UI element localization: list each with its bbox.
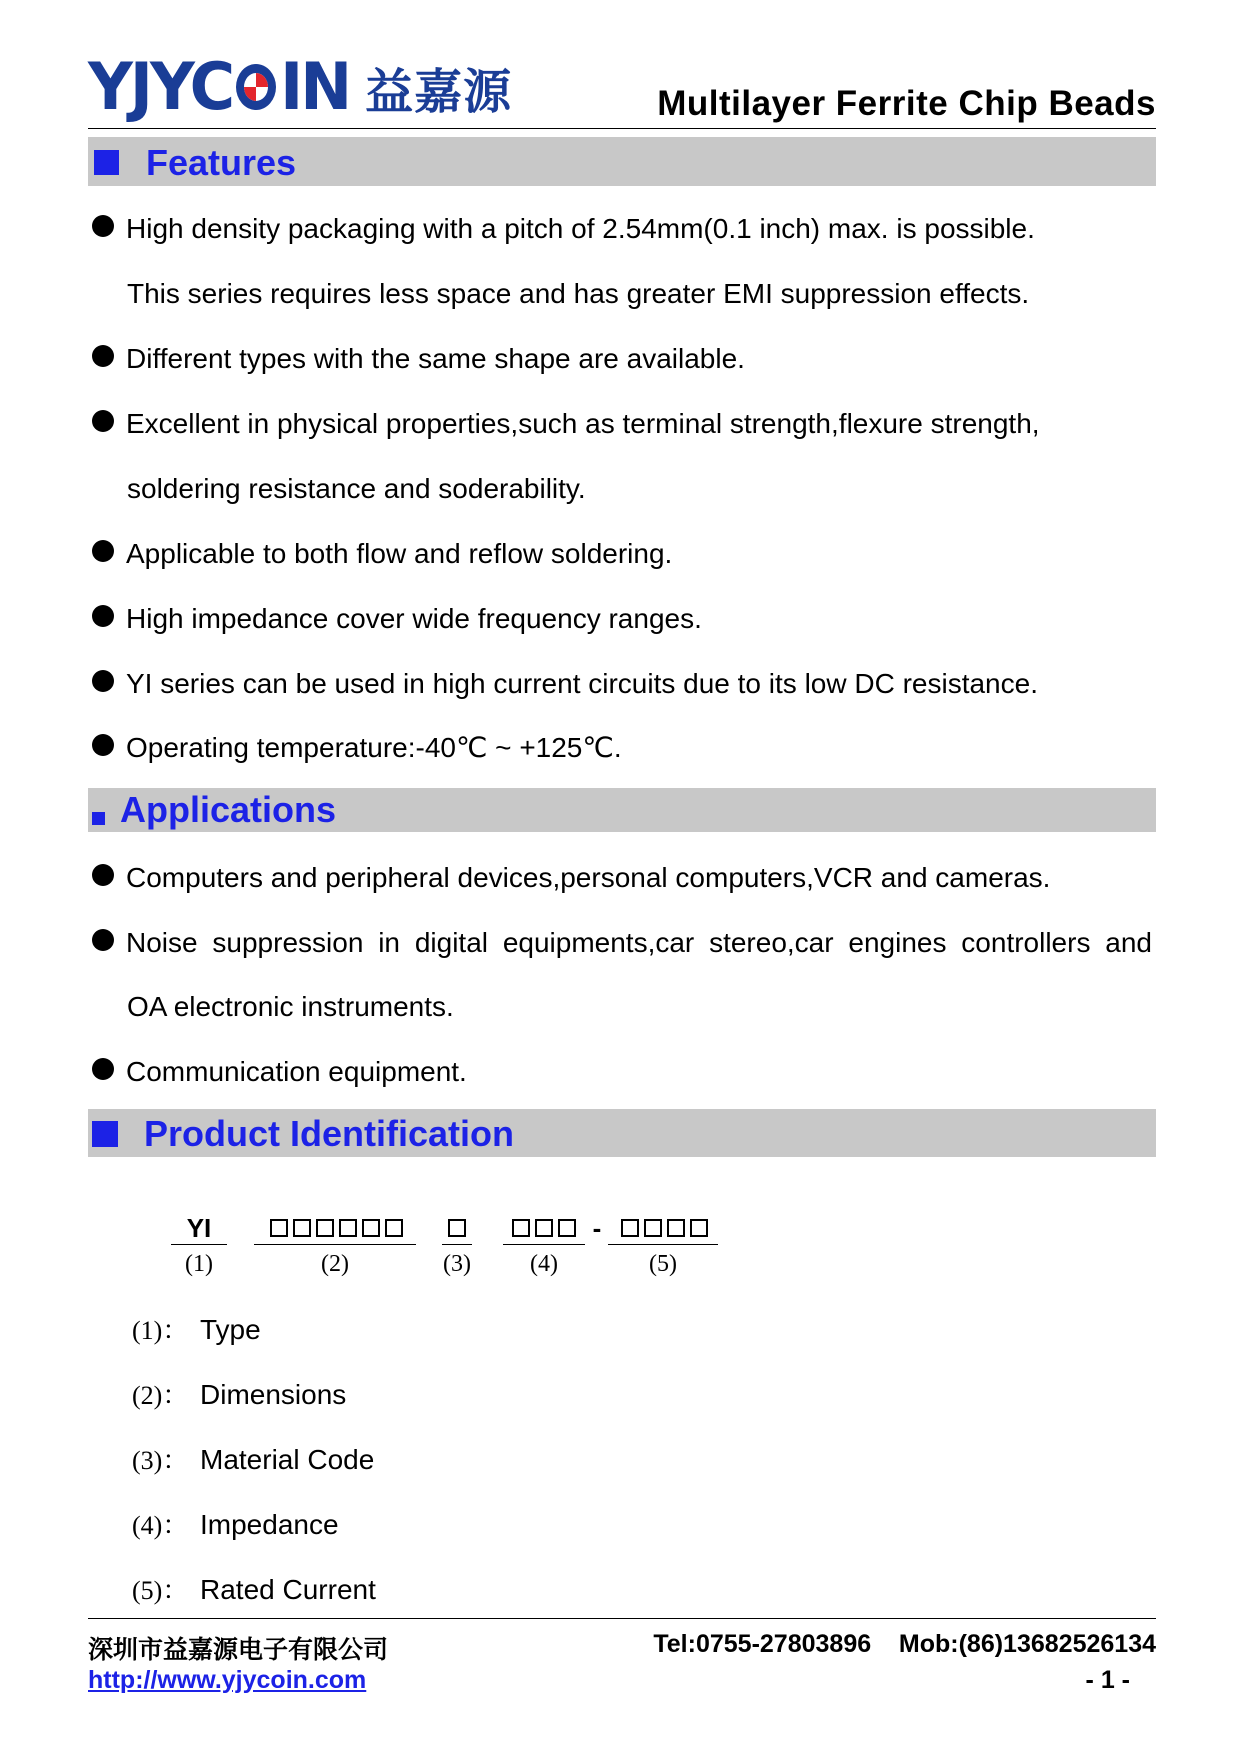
bullet-icon: [92, 670, 114, 692]
part-underline: [608, 1244, 718, 1245]
part-label: (3): [443, 1251, 471, 1277]
document-title: Multilayer Ferrite Chip Beads: [657, 84, 1156, 123]
bullet-icon: [92, 1058, 114, 1080]
part-label: (5): [649, 1251, 677, 1277]
feature-item: High density packaging with a pitch of 2.54mm(0.1 inch) max. is possible.: [92, 215, 1035, 243]
footer-divider: [88, 1618, 1156, 1619]
applications-section-bar: [88, 788, 1156, 832]
application-item-continuation: OA electronic instruments.: [127, 991, 454, 1022]
bullet-icon: [92, 605, 114, 627]
square-bullet-icon: [92, 812, 105, 825]
square-bullet-icon: [92, 1121, 118, 1147]
logo-text-right: IN: [280, 48, 350, 125]
features-section-bar: [88, 137, 1156, 186]
bullet-icon: [92, 410, 114, 432]
bullet-icon: [92, 540, 114, 562]
logo-text-left: YJYC: [88, 48, 233, 125]
identification-item: (3)： Material Code: [132, 1444, 375, 1475]
application-item: Communication equipment.: [92, 1058, 467, 1086]
header-divider: [88, 128, 1156, 129]
coin-icon: [234, 62, 278, 112]
feature-item: Operating temperature:-40℃ ~ +125℃.: [92, 734, 622, 762]
part-field-material: [442, 1213, 472, 1244]
bullet-icon: [92, 215, 114, 237]
part-label: (4): [530, 1251, 558, 1277]
footer-contact: Tel:0755-27803896 Mob:(86)13682526134: [653, 1630, 1156, 1658]
part-field-impedance: [503, 1213, 585, 1244]
bullet-icon: [92, 734, 114, 756]
feature-item: Applicable to both flow and reflow soldering.: [92, 540, 672, 568]
bullet-icon: [92, 929, 114, 951]
part-label: (1): [185, 1251, 213, 1277]
company-logo: [88, 48, 513, 125]
application-item: Computers and peripheral devices,personal computers,VCR and cameras.: [92, 864, 1050, 892]
part-label: (2): [321, 1251, 349, 1277]
feature-item-continuation: This series requires less space and has greater EMI suppression effects.: [127, 278, 1030, 309]
part-underline: [171, 1244, 227, 1245]
feature-item-continuation: soldering resistance and soderability.: [127, 473, 586, 504]
page-number: - 1 -: [1085, 1666, 1130, 1694]
identification-item: (5)： Rated Current: [132, 1574, 376, 1605]
application-item: Noise suppression in digital equipments,car stereo,car engines controllers and: [92, 929, 1152, 957]
footer-company-name: 深圳市益嘉源电子有限公司: [88, 1636, 389, 1664]
square-bullet-icon: [94, 150, 119, 175]
feature-item: Excellent in physical properties,such as terminal strength,flexure strength,: [92, 410, 1040, 438]
part-underline: [254, 1244, 416, 1245]
applications-heading: Applications: [120, 789, 337, 830]
logo-chinese: 益嘉源: [365, 63, 513, 120]
part-separator: -: [592, 1213, 602, 1243]
identification-item: (2)： Dimensions: [132, 1379, 347, 1410]
feature-item: Different types with the same shape are available.: [92, 345, 745, 373]
footer-website-link[interactable]: http://www.yjycoin.com: [88, 1666, 367, 1694]
part-field-dimensions: [257, 1213, 415, 1244]
feature-item: YI series can be used in high current circuits due to its low DC resistance.: [92, 670, 1038, 698]
part-field-rated-current: [610, 1213, 718, 1244]
part-prefix: YI: [186, 1213, 212, 1243]
identification-item: (1)： Type: [132, 1314, 261, 1345]
part-underline: [503, 1244, 585, 1245]
identification-item: (4)： Impedance: [132, 1509, 339, 1540]
part-underline: [442, 1244, 472, 1245]
features-heading: Features: [146, 142, 297, 183]
bullet-icon: [92, 864, 114, 886]
bullet-icon: [92, 345, 114, 367]
identification-section-bar: [88, 1109, 1156, 1157]
identification-heading: Product Identification: [144, 1113, 515, 1154]
feature-item: High impedance cover wide frequency ranges.: [92, 605, 702, 633]
